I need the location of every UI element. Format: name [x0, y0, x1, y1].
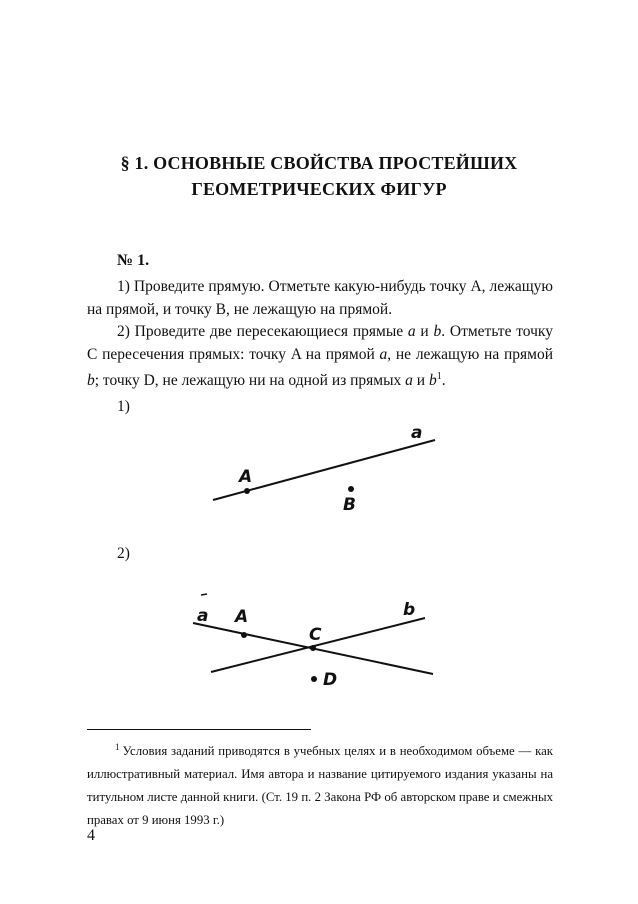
- line-b-ref: b: [433, 323, 442, 340]
- figure-1-diagram: [195, 420, 455, 520]
- footnote-text: Условия заданий приводятся в учебных целях и в необходимом объеме — как иллюстративный материал. Имя автора и название цитируемого издания указаны на титульном листе данной книги. (Ст. 19 п. 2 Закона РФ об авторском праве и смежных правах от 9 июня 1993 г.): [87, 744, 553, 827]
- line-a-ref: a: [407, 323, 416, 340]
- task-item-2-text: . Отметьте точку C пересечения прямых: точку A на прямой: [87, 323, 553, 363]
- line-a-label: a: [411, 423, 423, 443]
- point-a-dot: [244, 488, 250, 494]
- point-a-label: A: [235, 607, 249, 627]
- conjunction: и: [412, 372, 429, 389]
- section-title-line2: ГЕОМЕТРИЧЕСКИХ ФИГУР: [191, 179, 447, 199]
- figure-2-label: 2): [117, 545, 130, 562]
- figure-1-label: 1): [117, 398, 130, 415]
- line-b-ref: b: [87, 372, 95, 389]
- task-item-2-text: 2) Проведите две пересекающиеся прямые: [117, 323, 408, 340]
- task-item-1: 1) Проведите прямую. Отметьте какую-нибудь точку A, лежащую на прямой, и точку B, не лежащую на прямой.: [87, 278, 553, 318]
- task-number: № 1.: [117, 252, 150, 269]
- point-c-label: C: [309, 625, 322, 645]
- point-d-dot: [311, 676, 317, 682]
- stray-mark: [201, 594, 207, 595]
- footnote-divider: [87, 729, 311, 730]
- section-title-line1: § 1. ОСНОВНЫЕ СВОЙСТВА ПРОСТЕЙШИХ: [120, 153, 518, 173]
- footnote-mark: 1: [115, 742, 120, 752]
- line-a-label: a: [197, 606, 209, 626]
- point-d-label: D: [323, 670, 338, 690]
- conjunction: и: [415, 323, 434, 340]
- point-b-label: B: [343, 495, 356, 515]
- figure-2-diagram: [185, 590, 455, 700]
- point-a-label: A: [239, 467, 253, 487]
- task-item-2: [87, 321, 553, 393]
- footnote-reference[interactable]: 1: [436, 371, 442, 382]
- period: .: [441, 372, 446, 389]
- point-a-dot: [241, 632, 247, 638]
- task-item-2-text: ; точку D, не лежащую ни на одной из прямых: [94, 372, 406, 389]
- line-b-label: b: [403, 600, 416, 620]
- point-b-dot: [348, 486, 354, 492]
- point-c-dot: [310, 645, 316, 651]
- line-a-ref: a: [379, 345, 388, 363]
- task-item-2-text: , не лежащую на прямой: [387, 345, 553, 363]
- section-title: [60, 150, 578, 202]
- page-number: 4: [87, 827, 95, 844]
- line-a-ref: a: [405, 372, 413, 389]
- line-b-ref: b: [428, 372, 437, 389]
- footnote: [87, 736, 553, 832]
